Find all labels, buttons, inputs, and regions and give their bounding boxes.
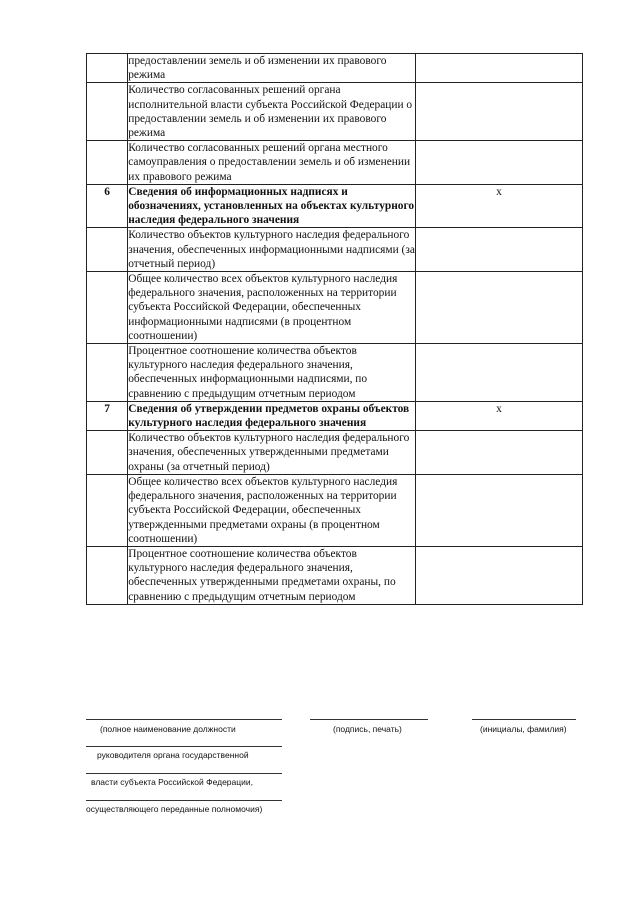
section-heading: Сведения об информационных надписях и обозначениях, установленных на объектах культурного наследия федерального значения <box>128 185 415 227</box>
row-value-cell <box>415 344 582 402</box>
row-number: 7 <box>87 401 128 430</box>
table-row <box>87 431 583 475</box>
row-value-cell <box>415 546 582 604</box>
row-description: Количество согласованных решений органа местного самоуправления о предоставлении земель и об изменении их правового режима <box>128 141 416 185</box>
row-number <box>87 546 128 604</box>
row-value-cell <box>415 431 582 475</box>
row-value-cell <box>415 141 582 185</box>
row-value-cell <box>415 54 582 83</box>
table-row <box>87 401 583 430</box>
row-description: Количество объектов культурного наследия федерального значения, обеспеченных информационными надписями (за отчетный период) <box>128 229 415 270</box>
row-description: предоставлении земель и об изменении их правового режима <box>128 54 416 83</box>
position-label-1: (полное наименование должности <box>100 724 236 734</box>
row-number <box>87 344 128 402</box>
row-description: Процентное соотношение количества объектов культурного наследия федерального значения, обеспеченных утвержденными предметами охраны, по сравнению с предыдущим отчетным периодом <box>128 546 416 604</box>
position-line-3 <box>86 773 282 774</box>
row-description: Количество согласованных решений органа исполнительной власти субъекта Российской Федерации о предоставлении земель и об изменении их правового режима <box>128 83 416 141</box>
row-number <box>87 228 128 272</box>
row-value-cell <box>415 272 582 344</box>
position-line <box>86 719 282 720</box>
table-row <box>87 141 583 185</box>
position-label-3: власти субъекта Российской Федерации, <box>91 777 253 787</box>
row-number: 6 <box>87 184 128 228</box>
row-value-cell <box>415 474 582 546</box>
row-description: Количество объектов культурного наследия федерального значения, обеспеченных утвержденными предметами охраны (за отчетный период) <box>128 431 416 475</box>
row-value-cell <box>415 83 582 141</box>
table-row <box>87 83 583 141</box>
row-number <box>87 474 128 546</box>
table-row <box>87 54 583 83</box>
position-line-4 <box>86 800 282 801</box>
table-row <box>87 474 583 546</box>
signature-label: (подпись, печать) <box>333 724 402 734</box>
row-description: Процентное соотношение количества объектов культурного наследия федерального значения, обеспеченных информационными надписями, по сравнению с предыдущим отчетным периодом <box>128 344 416 402</box>
row-value-cell: х <box>415 401 582 430</box>
section-heading: Сведения об утверждении предметов охраны объектов культурного наследия федерального значения <box>128 401 416 430</box>
name-line <box>472 719 576 720</box>
table-row <box>87 344 583 402</box>
row-description: Общее количество всех объектов культурного наследия федерального значения, расположенных на территории субъекта Российской Федерации, обеспеченных информационными надписями (в процентном соотношении) <box>128 272 416 344</box>
row-value-cell <box>415 228 582 272</box>
row-number <box>87 141 128 185</box>
row-value-cell: х <box>415 184 582 228</box>
row-number <box>87 54 128 83</box>
row-number <box>87 272 128 344</box>
signature-line <box>310 719 428 720</box>
table-row <box>87 228 583 272</box>
table-row <box>87 546 583 604</box>
name-label: (инициалы, фамилия) <box>480 724 567 734</box>
table-row <box>87 184 583 228</box>
report-table <box>86 53 583 605</box>
position-label-2: руководителя органа государственной <box>97 750 249 760</box>
row-description: Общее количество всех объектов культурного наследия федерального значения, расположенных на территории субъекта Российской Федерации, обеспеченных утвержденными предметами охраны (в процентном соотношении) <box>128 474 416 546</box>
table-row <box>87 272 583 344</box>
row-number <box>87 83 128 141</box>
row-number <box>87 431 128 475</box>
position-label-4: осуществляющего переданные полномочия) <box>86 804 263 814</box>
position-line-2 <box>86 746 282 747</box>
